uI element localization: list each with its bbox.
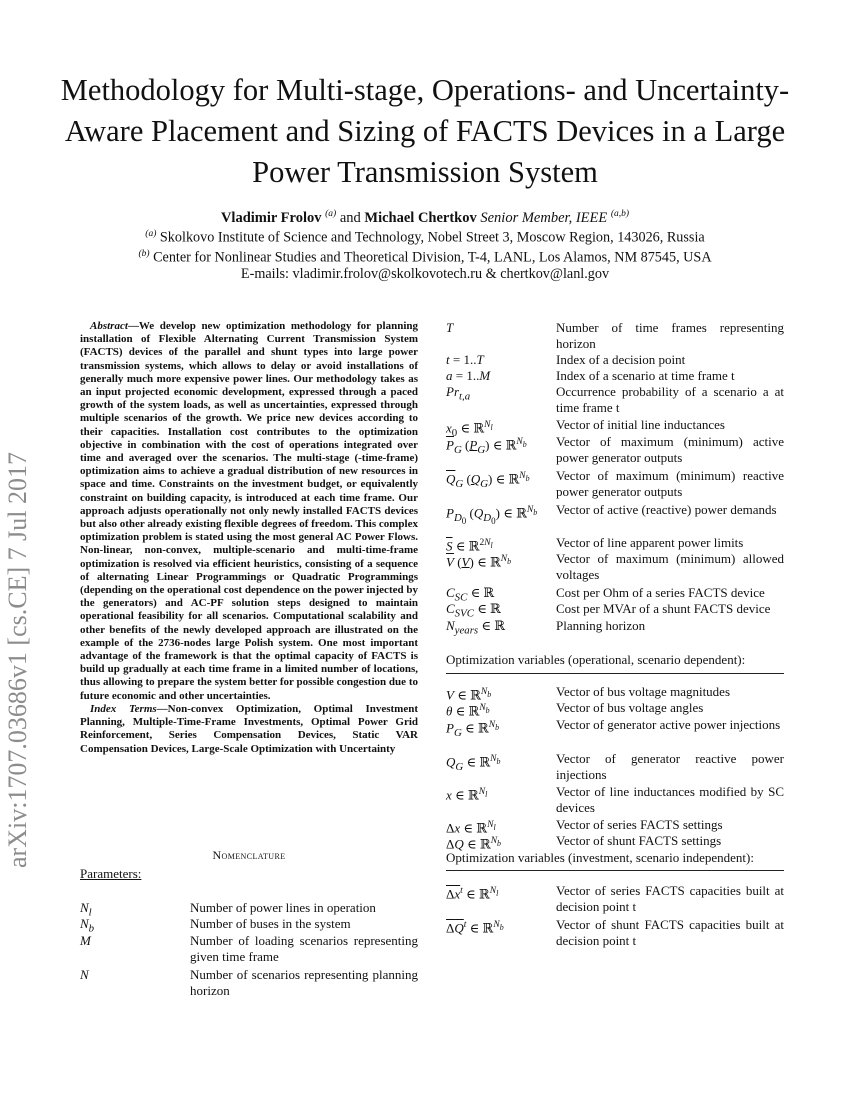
nomenclature-symbol: $\overline{V}$ (V) ∈ ℝ$^{N_b}$ bbox=[446, 554, 512, 570]
nomenclature-description: Number of power lines in operation bbox=[190, 900, 376, 915]
index-terms-text: —Non-convex Optimization, Optimal Investment Planning, Multiple-Time-Frame Investments, Optimal Power Grid Reinforcement, Series Compensation Devices, Static VAR Compensation Devices, Large-Scale Optimization with Uncertainty bbox=[80, 702, 418, 755]
nomenclature-description: Vector of shunt FACTS settings bbox=[556, 833, 722, 848]
nomenclature-description: Number of time frames representing horizon bbox=[556, 320, 784, 352]
nomenclature-symbol: ΔQ ∈ ℝ$^{N_b}$ bbox=[446, 836, 501, 852]
author-name: Vladimir Frolov bbox=[220, 209, 322, 226]
nomenclature-symbol: $\Delta x^t$ ∈ ℝ$^{N_l}$ bbox=[446, 886, 499, 902]
nomenclature-symbol: $\overline{Q}_G$ $(Q_G)$ ∈ ℝ$^{N_b}$ bbox=[446, 471, 530, 490]
nomenclature-description: Occurrence probability of a scenario a at time frame t bbox=[556, 384, 784, 416]
nomenclature-symbol: $N_l$ bbox=[80, 900, 92, 919]
nomenclature-symbol: a = 1..M bbox=[446, 368, 491, 383]
author-name: Michael Chertkov bbox=[364, 209, 477, 226]
index-terms-paragraph bbox=[80, 703, 418, 756]
nomenclature-description: Vector of active (reactive) power demands bbox=[556, 502, 777, 517]
affiliation-mark: (a,b) bbox=[610, 209, 630, 219]
paper-title: Methodology for Multi-stage, Operations- and Uncertainty-Aware Placement and Sizing of FACTS Devices in a Large Power Transmission System bbox=[60, 73, 790, 189]
nomenclature-description: Vector of maximum (minimum) active power generator outputs bbox=[556, 434, 784, 466]
author-line bbox=[60, 205, 790, 227]
nomenclature-symbol: $N_{years}$ ∈ ℝ bbox=[446, 618, 506, 637]
nomenclature-symbol: V ∈ ℝ$^{N_b}$ bbox=[446, 687, 492, 703]
abstract-label: Abstract bbox=[90, 320, 128, 332]
author-role: Senior Member, IEEE bbox=[480, 209, 608, 226]
author-conjunction: and bbox=[339, 209, 361, 226]
nomenclature-description: Vector of shunt FACTS capacities built at decision point t bbox=[556, 917, 784, 949]
nomenclature-symbol: $P_{D_0}$ $(Q_{D_0})$ ∈ ℝ$^{N_b}$ bbox=[446, 505, 538, 527]
nomenclature-description: Index of a decision point bbox=[556, 352, 686, 367]
nomenclature-description: Vector of series FACTS capacities built at decision point t bbox=[556, 883, 784, 915]
nomenclature-symbol: $Pr_{t,a}$ bbox=[446, 384, 471, 403]
nomenclature-description: Cost per Ohm of a series FACTS device bbox=[556, 585, 765, 600]
affiliation-mark: (a) bbox=[145, 229, 157, 239]
nomenclature-symbol: t = 1..T bbox=[446, 352, 484, 367]
nomenclature-heading: Nomenclature bbox=[212, 848, 286, 862]
nomenclature-description: Vector of line inductances modified by SC devices bbox=[556, 784, 784, 816]
abstract-text: —We develop new optimization methodology for planning installation of Flexible Alternating Current Transmission System (FACTS) devices of the parallel and shunt types into large power transmission systems, which allows to delay or avoid installations of generally much more expensive power lines. Our methodology takes as an input projected economic development, expressed through a paced growth of the system loads, as well as uncertainties, expressed through multiple scenarios of the growth. We price new devices according to their capacities. Installation cost contributes to the optimization objective in combination with the cost of operations integrated over time and averaged over the scenarios. The multi-stage (-time-frame) optimization aims to achieve a gradual distribution of new resources in space and time. Constraints on the investment budget, or equivalently constraint on building capacity, is introduced at each time frame. Our approach adjusts operationally not only newly installed FACTS devices but also other already existing flexible degrees of freedom. This complex optimization problem is stated using the most general AC Power Flows. Non-linear, non-convex, multiple-scenario and multi-time-frame optimization is resolved via efficient heuristics, consisting of a sequence of alternating Linear Programmings or Quadratic Programmings (depending on the operational cost dependence on the power injected by the generators) and AC-PF solution steps designed to maintain operational feasibility for all scenarios. Computational scalability and other benefits of the newly developed approach are illustrated on the example of the 2736-nodes large Polish system. One most important advantage of the framework is that the optimal capacity of FACTS is build up gradually at each time frame in a limited number of locations, thus allowing to prepare the system better for possible congestion due to future economic and other uncertainties. bbox=[80, 320, 418, 702]
nomenclature-description: Vector of maximum (minimum) reactive power generator outputs bbox=[556, 468, 784, 500]
affiliation-mark: (b) bbox=[138, 249, 150, 259]
affiliation-mark: (a) bbox=[325, 209, 337, 219]
nomenclature-symbol: $\Delta Q^t$ ∈ ℝ$^{N_b}$ bbox=[446, 920, 504, 936]
invvars-heading: Optimization variables (investment, scenario independent): bbox=[446, 850, 754, 865]
nomenclature-symbol: Δx ∈ ℝ$^{N_l}$ bbox=[446, 820, 496, 836]
section-rule bbox=[446, 870, 784, 871]
nomenclature-symbol: T bbox=[446, 320, 454, 335]
nomenclature-symbol: x ∈ ℝ$^{N_l}$ bbox=[446, 787, 488, 803]
nomenclature-description: Planning horizon bbox=[556, 618, 646, 633]
section-rule bbox=[446, 673, 784, 674]
emails: E-mails: vladimir.frolov@skolkovotech.ru & chertkov@lanl.gov bbox=[240, 266, 610, 282]
affiliation-a bbox=[60, 225, 790, 247]
nomenclature-symbol: $\overline{S}$ ∈ ℝ$^{2N_l}$ bbox=[446, 538, 493, 554]
nomenclature-description: Index of a scenario at time frame t bbox=[556, 368, 735, 383]
nomenclature-description: Vector of maximum (minimum) allowed voltages bbox=[556, 551, 784, 583]
nomenclature-symbol: $C_{SVC}$ ∈ ℝ bbox=[446, 601, 501, 620]
nomenclature-symbol: $\overline{P}_G$ $(P_G)$ ∈ ℝ$^{N_b}$ bbox=[446, 437, 527, 456]
parameters-label: Parameters: bbox=[80, 866, 142, 881]
nomenclature-description: Vector of generator reactive power injections bbox=[556, 751, 784, 783]
nomenclature-symbol: N bbox=[80, 967, 89, 982]
arxiv-id: arXiv:1707.03686v1 [cs.CE] 7 Jul 2017 bbox=[3, 452, 32, 868]
nomenclature-description: Vector of series FACTS settings bbox=[556, 817, 723, 832]
nomenclature-symbol: $C_{SC}$ ∈ ℝ bbox=[446, 585, 495, 604]
nomenclature-description: Vector of bus voltage angles bbox=[556, 700, 704, 715]
nomenclature-description: Vector of generator active power injections bbox=[556, 717, 781, 732]
nomenclature-symbol: M bbox=[80, 933, 91, 948]
nomenclature-symbol: $x_0$ ∈ ℝ$^{N_l}$ bbox=[446, 420, 493, 439]
nomenclature-symbol: $N_b$ bbox=[80, 916, 95, 935]
abstract-paragraph bbox=[80, 320, 418, 703]
index-terms-label: Index Terms bbox=[90, 702, 157, 715]
nomenclature-description: Cost per MVAr of a shunt FACTS device bbox=[556, 601, 771, 616]
nomenclature-symbol: $Q_G$ ∈ ℝ$^{N_b}$ bbox=[446, 754, 501, 773]
opvars-heading: Optimization variables (operational, scenario dependent): bbox=[446, 652, 746, 667]
nomenclature-symbol: θ ∈ ℝ$^{N_b}$ bbox=[446, 703, 490, 719]
abstract bbox=[80, 320, 418, 756]
affiliation-b bbox=[60, 245, 790, 267]
nomenclature-description: Vector of initial line inductances bbox=[556, 417, 725, 432]
nomenclature-description: Vector of line apparent power limits bbox=[556, 535, 744, 550]
nomenclature-description: Number of loading scenarios representing given time frame bbox=[190, 933, 418, 965]
nomenclature-description: Number of buses in the system bbox=[190, 916, 351, 931]
nomenclature-description: Number of scenarios representing planning horizon bbox=[190, 967, 418, 999]
affiliation-text: Center for Nonlinear Studies and Theoretical Division, T-4, LANL, Los Alamos, NM 87545, USA bbox=[153, 249, 712, 266]
nomenclature-symbol: $P_G$ ∈ ℝ$^{N_b}$ bbox=[446, 720, 500, 739]
affiliation-text: Skolkovo Institute of Science and Technology, Nobel Street 3, Moscow Region, 143026, Russia bbox=[159, 229, 705, 246]
nomenclature-description: Vector of bus voltage magnitudes bbox=[556, 684, 731, 699]
